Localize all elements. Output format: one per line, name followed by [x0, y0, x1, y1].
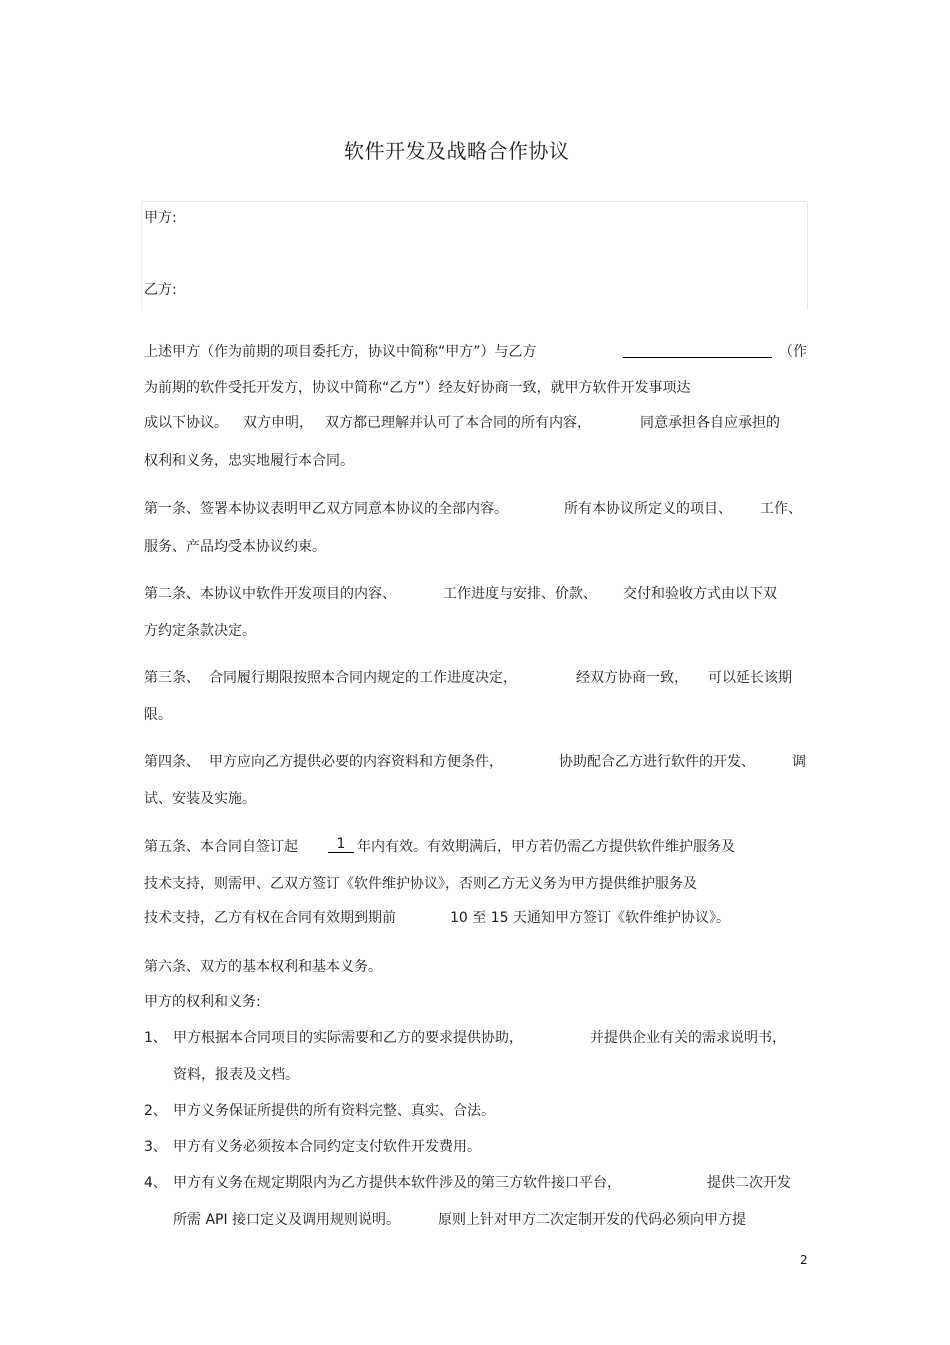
- item-2-text: 甲方义务保证所提供的所有资料完整、真实、合法。: [173, 1103, 495, 1119]
- article-3-a: 第三条、: [144, 670, 200, 686]
- article-6-heading: 第六条、双方的基本权利和基本义务。: [144, 959, 382, 975]
- item-3-text: 甲方有义务必须按本合同约定支付软件开发费用。: [173, 1139, 481, 1155]
- party-info-box: [141, 201, 808, 310]
- article-1-d: 服务、产品均受本协议约束。: [144, 539, 326, 555]
- item-4-text-c: 所需 API 接口定义及调用规则说明。: [173, 1212, 401, 1228]
- intro-line-2: 为前期的软件受托开发方，协议中简称“乙方”）经友好协商一致，就甲方软件开发事项达: [144, 380, 691, 396]
- item-1-text-b: 并提供企业有关的需求说明书，: [590, 1030, 786, 1046]
- article-1-a: 第一条、签署本协议表明甲乙双方同意本协议的全部内容。: [144, 501, 508, 517]
- article-5-d: 技术支持，乙方有权在合同有效期到期前: [144, 910, 396, 926]
- article-5-b: 年内有效。有效期满后，甲方若仍需乙方提供软件维护服务及: [357, 839, 735, 855]
- article-3-d: 可以延长该期: [708, 670, 792, 686]
- intro-line-3a: 成以下协议。: [144, 415, 228, 431]
- item-1-text-c: 资料，报表及文档。: [173, 1067, 299, 1083]
- intro-line-1b: （作: [779, 344, 807, 360]
- party-b-label: 乙方:: [144, 282, 177, 298]
- party-a-rights-heading: 甲方的权利和义务:: [144, 994, 261, 1010]
- intro-line-3c: 双方都已理解并认可了本合同的所有内容，: [325, 415, 591, 431]
- item-4-text-d: 原则上针对甲方二次定制开发的代码必须向甲方提: [438, 1212, 746, 1228]
- party-b-name-blank: [623, 342, 772, 358]
- article-1-b: 所有本协议所定义的项目、: [564, 501, 732, 517]
- article-2-d: 方约定条款决定。: [144, 623, 256, 639]
- article-1-c: 工作、: [760, 501, 802, 517]
- item-1-number: 1、: [144, 1030, 167, 1046]
- article-3-e: 限。: [144, 707, 172, 723]
- article-4-e: 试、安装及实施。: [144, 791, 256, 807]
- article-5-a: 第五条、本合同自签订起: [144, 839, 298, 855]
- item-4-number: 4、: [144, 1175, 167, 1191]
- article-2-b: 工作进度与安排、价款、: [443, 586, 597, 602]
- document-title: 软件开发及战略合作协议: [344, 139, 570, 163]
- article-3-c: 经双方协商一致，: [576, 670, 688, 686]
- page-number: 2: [800, 1253, 808, 1267]
- intro-line-3d: 同意承担各自应承担的: [640, 415, 780, 431]
- intro-line-3b: 双方申明，: [243, 415, 313, 431]
- item-4-text-a: 甲方有义务在规定期限内为乙方提供本软件涉及的第三方软件接口平台，: [173, 1175, 621, 1191]
- article-4-d: 调: [792, 754, 806, 770]
- article-4-c: 协助配合乙方进行软件的开发、: [559, 754, 755, 770]
- item-1-text-a: 甲方根据本合同项目的实际需要和乙方的要求提供协助，: [173, 1030, 523, 1046]
- article-2-a: 第二条、本协议中软件开发项目的内容、: [144, 586, 396, 602]
- article-5-e: 10 至 15 天通知甲方签订《软件维护协议》。: [450, 910, 730, 926]
- item-2-number: 2、: [144, 1103, 167, 1119]
- intro-line-4: 权利和义务，忠实地履行本合同。: [144, 453, 354, 469]
- item-3-number: 3、: [144, 1139, 167, 1155]
- article-2-c: 交付和验收方式由以下双: [623, 586, 777, 602]
- party-a-label: 甲方:: [144, 210, 177, 226]
- article-3-b: 合同履行期限按照本合同内规定的工作进度决定，: [209, 670, 517, 686]
- item-4-text-b: 提供二次开发: [707, 1175, 791, 1191]
- article-5-c: 技术支持，则需甲、乙双方签订《软件维护协议》，否则乙方无义务为甲方提供维护服务及: [144, 876, 697, 892]
- article-4-a: 第四条、: [144, 754, 200, 770]
- validity-years-value: 1: [328, 836, 354, 853]
- article-4-b: 甲方应向乙方提供必要的内容资料和方便条件，: [209, 754, 503, 770]
- intro-line-1a: 上述甲方（作为前期的项目委托方，协议中简称“甲方”）与乙方: [144, 344, 537, 360]
